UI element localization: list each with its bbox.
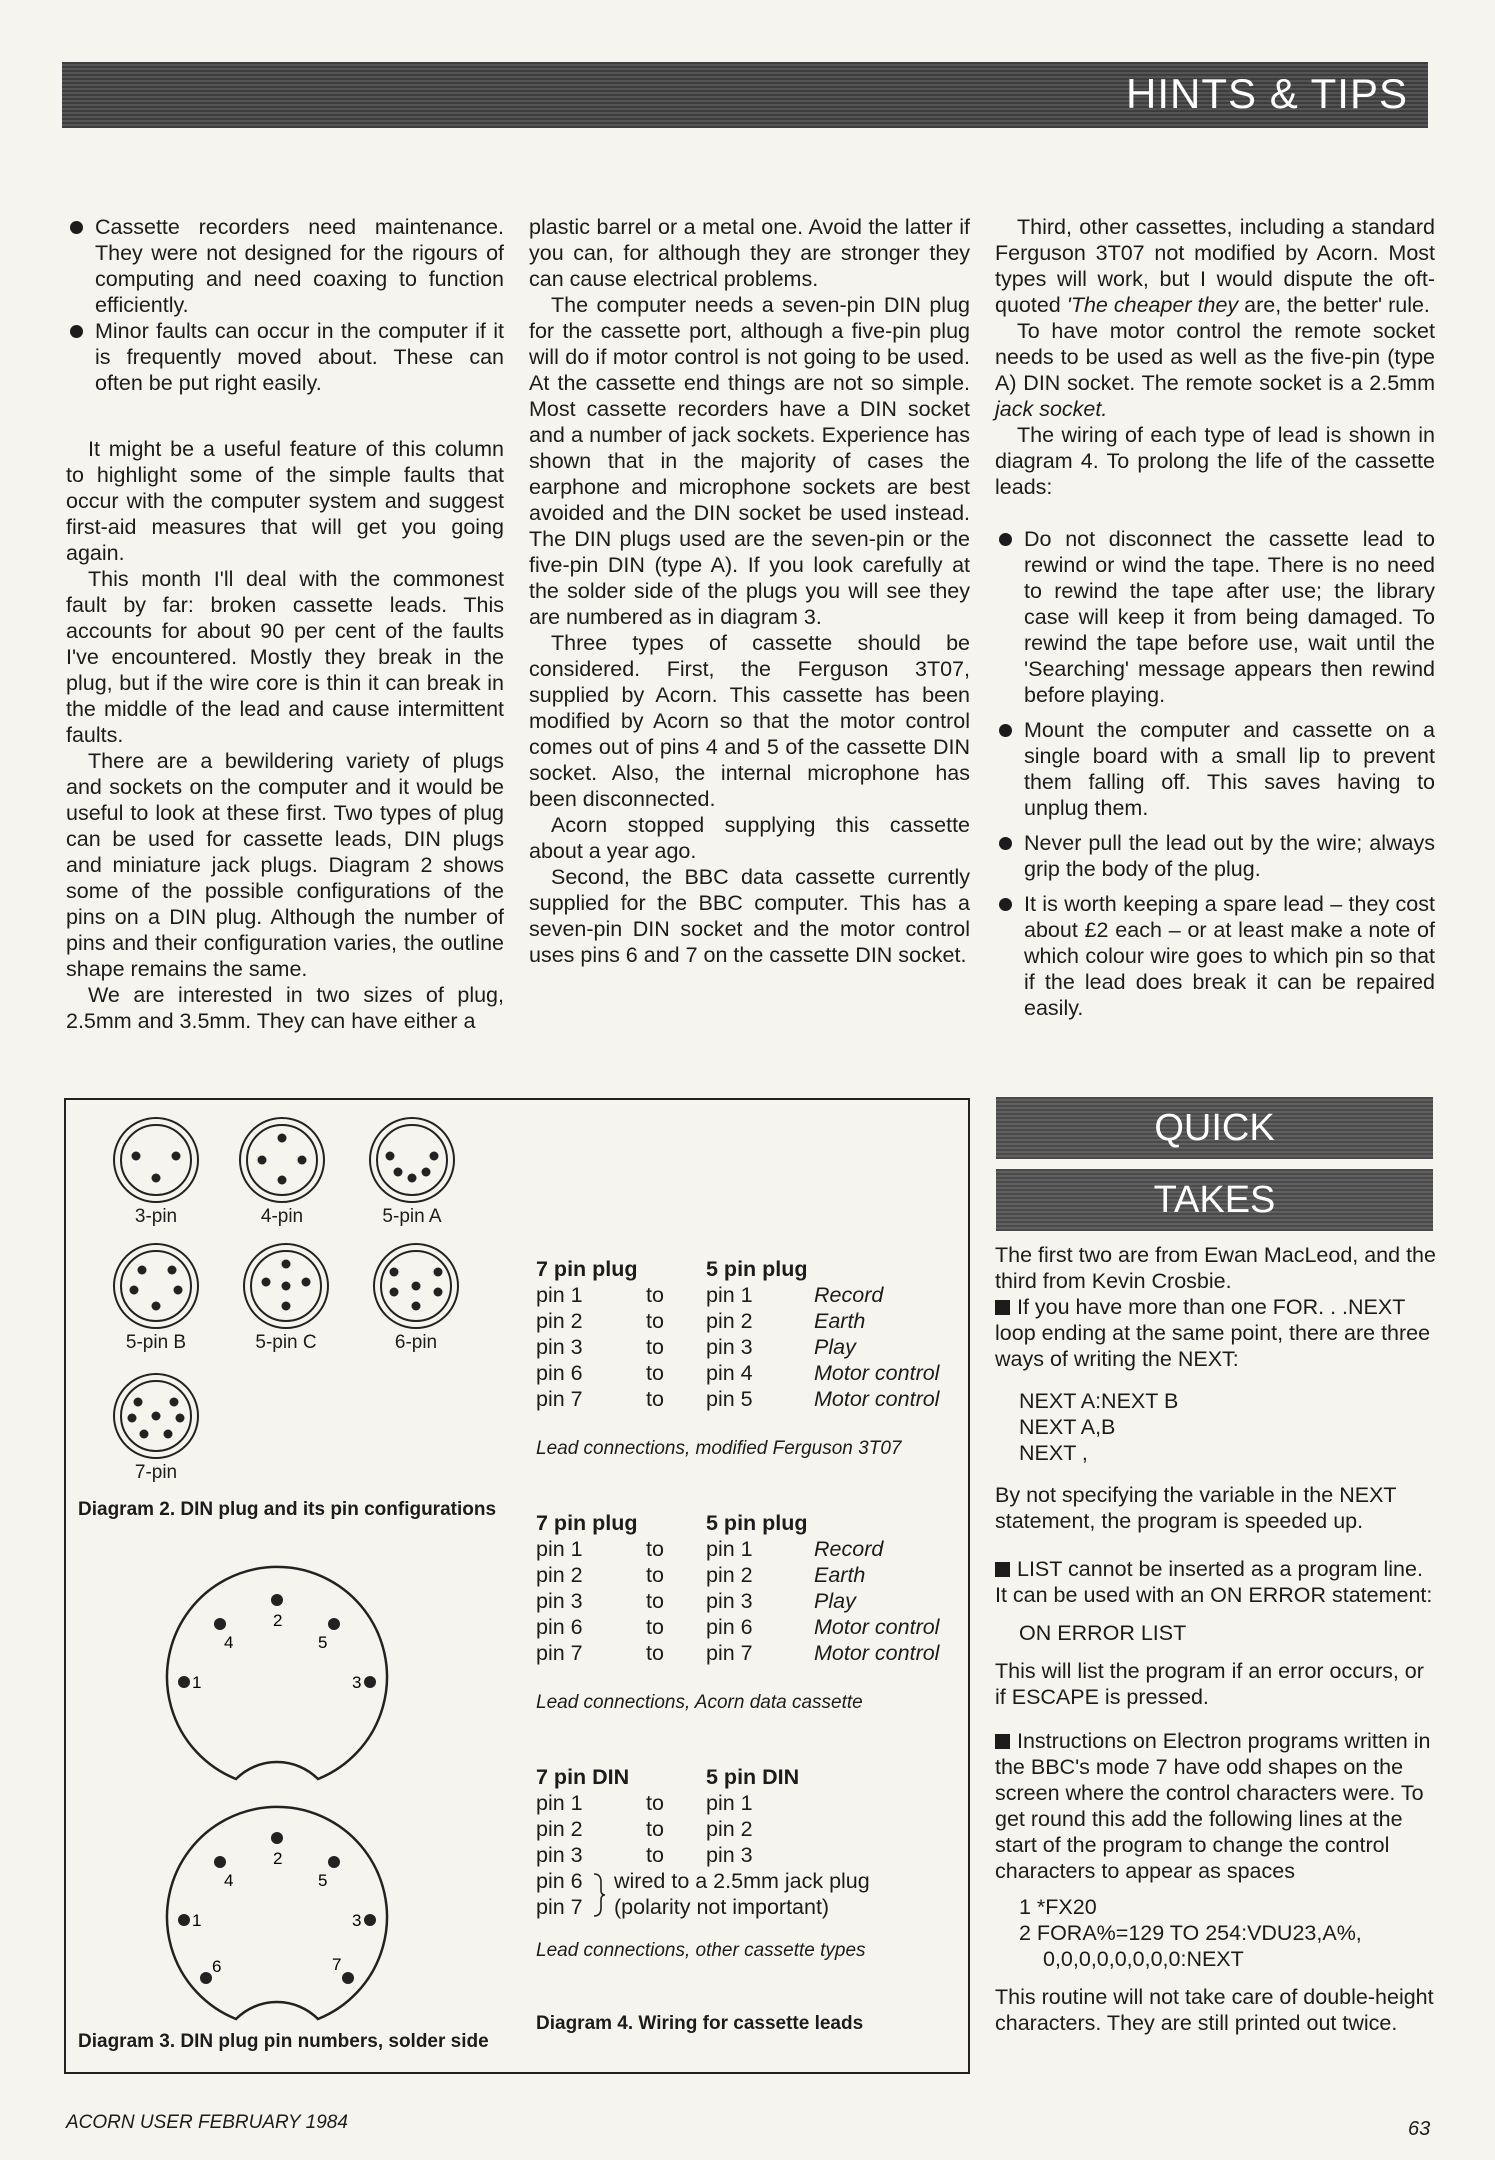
- code-block: 1 *FX20 2 FORA%=129 TO 254:VDU23,A%, 0,0,0,0,0,0,0,0:NEXT: [1019, 1895, 1362, 1971]
- quick-takes-banner: QUICK: [996, 1097, 1433, 1159]
- lead-caption: Lead connections, modified Ferguson 3T07: [536, 1438, 902, 1459]
- page-number: 63: [1408, 2118, 1431, 2140]
- pin-number-label: 3: [352, 1673, 362, 1692]
- table-row: pin 3 to pin 3: [536, 1843, 753, 1867]
- din-plug-3-pin: 3-pin: [106, 1116, 206, 1228]
- paragraph: This will list the program if an error occurs, or if ESCAPE is pressed.: [995, 1659, 1424, 1709]
- quick-takes-column: [995, 1242, 1437, 2036]
- din-5-pin-b-icon: [112, 1242, 200, 1330]
- din-7-pin-solder-side-icon: [152, 1800, 402, 2030]
- tip-paragraph: LIST cannot be inserted as a program line. It can be used with an ON ERROR statement:: [995, 1557, 1433, 1607]
- lead-caption: Lead connections, other cassette types: [536, 1940, 866, 1961]
- din-plug-4-pin: 4-pin: [232, 1116, 332, 1228]
- wiring-table-ferguson: 7 pin plug 5 pin plug pin 1 to pin 1 Record pin 2 to pin 2 Earth pin 3 to pin 3 Play pin 6 to pin 4 Motor control pin 7 to pin 5 Motor control: [536, 1257, 940, 1411]
- din-5-pin-c-icon: [242, 1242, 330, 1330]
- paragraph: This routine will not take care of double-height characters. They are still printed out twice.: [995, 1985, 1434, 2035]
- quick-takes-banner: TAKES: [996, 1169, 1433, 1231]
- din-plug-6-pin: 6-pin: [366, 1242, 466, 1354]
- din-5-pin-solder-side-icon: [152, 1560, 402, 1790]
- paragraph: There are a bewildering variety of plugs and sockets on the computer and it would be useful to look at these first. Two types of plug can be used for cassette leads, DIN plugs and miniature jack plugs. Diagram 2 shows some of the possible configurations of the pins on a DIN plug. Although the number of pins and their configuration varies, the outline shape remains the same.: [66, 749, 504, 981]
- code-block: NEXT A:NEXT B NEXT A,B NEXT ,: [1019, 1389, 1179, 1465]
- table-row: pin 6 to pin 6 Motor control: [536, 1615, 940, 1639]
- square-bullet-icon: [995, 1300, 1010, 1315]
- section-title: HINTS & TIPS: [1126, 70, 1408, 117]
- table-row: pin 6 to pin 4 Motor control: [536, 1361, 940, 1385]
- table-row: pin 1 to pin 1: [536, 1791, 753, 1815]
- lead-caption: Lead connections, Acorn data cassette: [536, 1692, 863, 1713]
- column-1: [66, 214, 504, 1034]
- paragraph: This month I'll deal with the commonest fault by far: broken cassette leads. This accounts for about 90 per cent of the faults I've encountered. Mostly they break in the plug, but if the wire core is thin it can break in the middle of the lead and cause intermittent faults.: [66, 567, 504, 747]
- bullet-paragraph: Mount the computer and cassette on a single board with a small lip to prevent them falling off. This saves having to unplug them.: [995, 717, 1435, 821]
- paragraph: By not specifying the variable in the NEXT statement, the program is speeded up.: [995, 1483, 1397, 1533]
- pin-number-label: 3: [352, 1911, 362, 1930]
- din-6-pin-icon: [372, 1242, 460, 1330]
- tip-paragraph: If you have more than one FOR. . .NEXT loop ending at the same point, there are three ways of writing the NEXT:: [995, 1295, 1431, 1371]
- wiring-table-other: 7 pin DIN 5 pin DIN pin 1 to pin 1 pin 2 to pin 2 pin 3 to pin 3 pin 6 pin 7 wired to a 2.5mm jack plug (polarity not important): [536, 1764, 956, 1920]
- pin-number-label: 1: [192, 1673, 202, 1692]
- tip-paragraph: Instructions on Electron programs written in the BBC's mode 7 have odd shapes on the screen where the control characters were. To get round this add the following lines at the start of the program to change the control characters to appear as spaces: [995, 1729, 1431, 1883]
- pin-number-label: 6: [212, 1957, 222, 1976]
- table-row: pin 7 to pin 5 Motor control: [536, 1387, 940, 1411]
- din-plug-7-pin: 7-pin: [106, 1372, 206, 1484]
- section-banner: [62, 62, 1428, 128]
- din-7-pin-icon: [112, 1372, 200, 1460]
- pin-number-label: 5: [318, 1633, 328, 1652]
- paragraph: We are interested in two sizes of plug, 2.5mm and 3.5mm. They can have either a: [66, 983, 504, 1033]
- paragraph: Second, the BBC data cassette currently supplied for the BBC computer. This has a seven-pin DIN socket and the motor control uses pins 6 and 7 on the cassette DIN socket.: [529, 865, 970, 967]
- paragraph: It might be a useful feature of this column to highlight some of the simple faults that occur with the computer system and suggest first-aid measures that will get you going again.: [66, 437, 504, 565]
- column-2: [529, 214, 970, 968]
- paragraph: Third, other cassettes, including a standard Ferguson 3T07 not modified by Acorn. Most types will work, but I would dispute the oft-quoted 'The cheaper they are, the better' rule.: [995, 215, 1435, 317]
- paragraph: Acorn stopped supplying this cassette about a year ago.: [529, 813, 970, 863]
- square-bullet-icon: [995, 1562, 1010, 1577]
- pin-number-label: 5: [318, 1871, 328, 1890]
- jack-wiring-note: pin 6 pin 7 wired to a 2.5mm jack plug (polarity not important): [536, 1869, 870, 1919]
- pin-number-label: 2: [273, 1611, 283, 1630]
- table-row: pin 1 to pin 1 Record: [536, 1537, 884, 1561]
- diagram-4-caption: Diagram 4. Wiring for cassette leads: [536, 2013, 864, 2034]
- table-row: pin 3 to pin 3 Play: [536, 1335, 856, 1359]
- bullet-paragraph: It is worth keeping a spare lead – they cost about £2 each – or at least make a note of which colour wire goes to which pin so that if the lead does break it can be repaired easily.: [995, 891, 1435, 1021]
- bullet-paragraph: Do not disconnect the cassette lead to rewind or wind the tape. There is no need to rewind the tape after use; the library case will keep it from being damaged. To rewind the tape before use, wait until the 'Searching' message appears then rewind before playing.: [995, 526, 1435, 708]
- pin-number-label: 7: [332, 1955, 342, 1974]
- table-row: pin 1 to pin 1 Record: [536, 1283, 884, 1307]
- column-3: [995, 214, 1435, 1021]
- pin-number-label: 1: [192, 1911, 202, 1930]
- paragraph: plastic barrel or a metal one. Avoid the latter if you can, for although they are stronger they can cause electrical problems.: [529, 215, 970, 291]
- paragraph: Three types of cassette should be considered. First, the Ferguson 3T07, supplied by Acorn. This cassette has been modified by Acorn so that the motor control comes out of pins 4 and 5 of the cassette DIN socket. Also, the internal microphone has been disconnected.: [529, 631, 970, 811]
- paragraph: To have motor control the remote socket needs to be used as well as the five-pin (type A) DIN socket. The remote socket is a 2.5mm jack socket.: [995, 319, 1435, 421]
- table-row: pin 2 to pin 2 Earth: [536, 1563, 866, 1587]
- magazine-footer: ACORN USER FEBRUARY 1984: [66, 2112, 348, 2133]
- square-bullet-icon: [995, 1734, 1010, 1749]
- code-block: ON ERROR LIST: [1019, 1621, 1187, 1645]
- bullet-paragraph: Never pull the lead out by the wire; always grip the body of the plug.: [995, 830, 1435, 882]
- din-3-pin-icon: [112, 1116, 200, 1204]
- table-row: pin 2 to pin 2 Earth: [536, 1309, 866, 1333]
- diagram-3-caption: Diagram 3. DIN plug pin numbers, solder side: [78, 2031, 489, 2052]
- pin-number-label: 4: [224, 1633, 234, 1652]
- din-plug-5-pin-c: 5-pin C: [236, 1242, 336, 1354]
- paragraph: The wiring of each type of lead is shown in diagram 4. To prolong the life of the cassette leads:: [995, 423, 1435, 499]
- diagram-frame: [64, 1098, 970, 2074]
- bullet-paragraph: Minor faults can occur in the computer if it is frequently moved about. These can often be put right easily.: [66, 318, 504, 396]
- paragraph: The first two are from Ewan MacLeod, and the third from Kevin Crosbie.: [995, 1243, 1436, 1293]
- diagram-2-caption: Diagram 2. DIN plug and its pin configurations: [78, 1499, 497, 1520]
- din-4-pin-icon: [238, 1116, 326, 1204]
- wiring-table-acorn: 7 pin plug 5 pin plug pin 1 to pin 1 Record pin 2 to pin 2 Earth pin 3 to pin 3 Play pin 6 to pin 6 Motor control pin 7 to pin 7 Motor control: [536, 1511, 940, 1665]
- table-row: pin 7 to pin 7 Motor control: [536, 1641, 940, 1665]
- table-row: pin 3 to pin 3 Play: [536, 1589, 856, 1613]
- din-5-pin-a-icon: [368, 1116, 456, 1204]
- table-row: pin 2 to pin 2: [536, 1817, 753, 1841]
- bullet-paragraph: Cassette recorders need maintenance. They were not designed for the rigours of computing and need coaxing to function efficiently.: [66, 214, 504, 318]
- pin-number-label: 4: [224, 1871, 234, 1890]
- paragraph: The computer needs a seven-pin DIN plug for the cassette port, although a five-pin plug will do if motor control is not going to be used. At the cassette end things are not so simple. Most cassette recorders have a DIN socket and a number of jack sockets. Experience has shown that in the majority of cases the earphone and microphone sockets are best avoided and the DIN socket be used instead. The DIN plugs used are the seven-pin or the five-pin DIN (type A). If you look carefully at the solder side of the plugs you will see they are numbered as in diagram 3.: [529, 293, 970, 629]
- din-plug-5-pin-a: 5-pin A: [362, 1116, 462, 1228]
- pin-number-label: 2: [273, 1849, 283, 1868]
- brace-icon: [592, 1872, 606, 1918]
- din-plug-5-pin-b: 5-pin B: [106, 1242, 206, 1354]
